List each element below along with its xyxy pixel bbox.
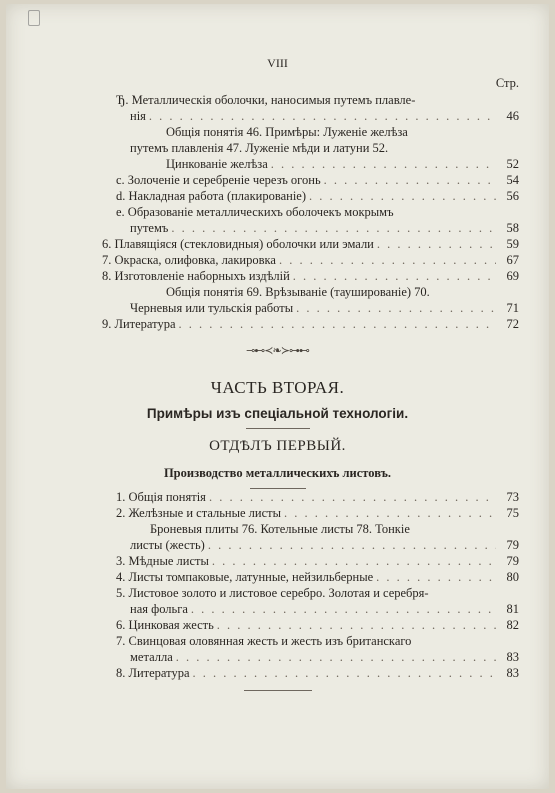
leader-dots — [296, 300, 496, 316]
toc2-entry-2-sub2 — [130, 537, 519, 553]
toc2-entry-8 — [116, 665, 519, 681]
toc-8-sub1: Общія понятія 69. Врѣзываніе (таушированіе) 70. — [166, 285, 430, 299]
toc-entry-b — [130, 108, 519, 124]
page-number: 59 — [506, 237, 519, 251]
page-number: 46 — [506, 109, 519, 123]
toc-text: металла — [130, 650, 173, 664]
toc-text: 2. Желѣзные и стальные листы — [116, 506, 282, 520]
toc2-entry-1 — [116, 489, 519, 505]
toc-text: 9. Литература — [102, 317, 176, 331]
leader-dots — [209, 489, 496, 505]
toc-entry-d — [116, 188, 519, 204]
leader-dots — [324, 172, 496, 188]
toc-b-line1: Ђ. Металлическія оболочки, наносимыя путемъ плавле- — [116, 93, 416, 107]
toc-text: 4. Листы томпаковые, латунные, нейзильберные — [116, 570, 374, 584]
section-heading: Производство металлическихъ листовъ. — [163, 466, 392, 480]
short-rule — [246, 428, 310, 429]
toc-text: 6. Плавящіяся (стекловидныя) оболочки или эмали — [102, 237, 374, 251]
toc2-entry-2 — [116, 505, 519, 521]
leader-dots — [376, 569, 496, 585]
leader-dots — [284, 505, 496, 521]
toc-entry-b-sub3 — [166, 156, 519, 172]
toc-b-sub2: путемъ плавленія 47. Луженіе мѣди и латуни 52. — [130, 141, 389, 155]
leader-dots — [377, 236, 496, 252]
toc-entry-8-sub2 — [130, 300, 519, 316]
page-number: 80 — [506, 570, 519, 584]
leader-dots — [217, 617, 496, 633]
corner-mark — [28, 10, 40, 26]
toc-text: 6. Цинковая жесть — [116, 618, 214, 632]
page-number: 58 — [506, 221, 519, 235]
leader-dots — [293, 268, 496, 284]
toc-text: Черневыя или тульскія работы — [130, 301, 294, 315]
toc-entry-9 — [102, 316, 519, 332]
toc-entry-6 — [102, 236, 519, 252]
leader-dots — [212, 553, 496, 569]
leader-dots — [171, 220, 496, 236]
page-number: 54 — [506, 173, 519, 187]
page-number: 83 — [506, 650, 519, 664]
leader-dots — [149, 108, 496, 124]
page-number: 56 — [506, 189, 519, 203]
page-number: 79 — [506, 554, 519, 568]
toc2-2-sub1: Броневыя плиты 76. Котельные листы 78. Тонкіе — [150, 522, 410, 536]
leader-dots — [271, 156, 496, 172]
toc-text: листы (жесть) — [130, 538, 205, 552]
toc-e-line1: е. Образованіе металлическихъ оболочекъ мокрымъ — [116, 205, 394, 219]
toc-text: 3. Мѣдные листы — [116, 554, 209, 568]
toc2-entry-7 — [130, 649, 519, 665]
page-number: 81 — [506, 602, 519, 616]
toc-text: ная фольга — [130, 602, 188, 616]
page-number: 79 — [506, 538, 519, 552]
book-page — [6, 4, 549, 789]
toc2-7-line1: 7. Свинцовая оловянная жесть и жесть изъ британскаго — [116, 634, 412, 648]
page-number: 75 — [506, 506, 519, 520]
toc-entry-7 — [102, 252, 519, 268]
page-number-roman: VIII — [267, 56, 288, 70]
part-subtitle: Примѣры изъ спеціальной технологіи. — [146, 406, 409, 421]
toc-text: путемъ — [130, 221, 169, 235]
toc-text: 8. Изготовленіе наборныхъ издѣлій — [102, 269, 290, 283]
leader-dots — [179, 316, 497, 332]
toc-b-line2: нія — [130, 109, 146, 123]
toc-text: 1. Общія понятія — [116, 490, 206, 504]
toc-text: d. Накладная работа (плакированіе) — [116, 189, 306, 203]
page-number: 69 — [506, 269, 519, 283]
toc-b-sub1: Общія понятія 46. Примѣры: Луженіе желѣза — [166, 125, 408, 139]
page-number: 52 — [506, 157, 519, 171]
page-number: 73 — [506, 490, 519, 504]
column-label-pages: Стр. — [495, 76, 519, 90]
toc-text: 7. Окраска, олифовка, лакировка — [102, 253, 276, 267]
toc-text: с. Золоченіе и серебреніе черезъ огонь — [116, 173, 321, 187]
page-number: 72 — [506, 317, 519, 331]
page-number: 71 — [506, 301, 519, 315]
leader-dots — [309, 188, 496, 204]
page-number: 67 — [506, 253, 519, 267]
toc2-entry-3 — [116, 553, 519, 569]
toc-text: 8. Литература — [116, 666, 190, 680]
section-title: ОТДѢЛЪ ПЕРВЫЙ. — [209, 438, 346, 454]
page-number: 83 — [506, 666, 519, 680]
leader-dots — [279, 252, 496, 268]
toc2-entry-4 — [116, 569, 519, 585]
closing-rule — [244, 690, 312, 691]
toc2-entry-5 — [130, 601, 519, 617]
leader-dots — [193, 665, 497, 681]
toc2-entry-6 — [116, 617, 519, 633]
toc-entry-c — [116, 172, 519, 188]
ornament-divider: ⊸⊷≺❧≻⊶⊷ — [246, 345, 309, 357]
toc-entry-8 — [102, 268, 519, 284]
leader-dots — [191, 601, 496, 617]
toc-entry-e — [130, 220, 519, 236]
toc-text: Цинкованіе желѣза — [166, 157, 268, 171]
toc2-5-line1: 5. Листовое золото и листовое серебро. Золотая и серебря- — [116, 586, 429, 600]
leader-dots — [176, 649, 496, 665]
part-title: ЧАСТЬ ВТОРАЯ. — [210, 378, 345, 397]
leader-dots — [208, 537, 496, 553]
page-number: 82 — [506, 618, 519, 632]
